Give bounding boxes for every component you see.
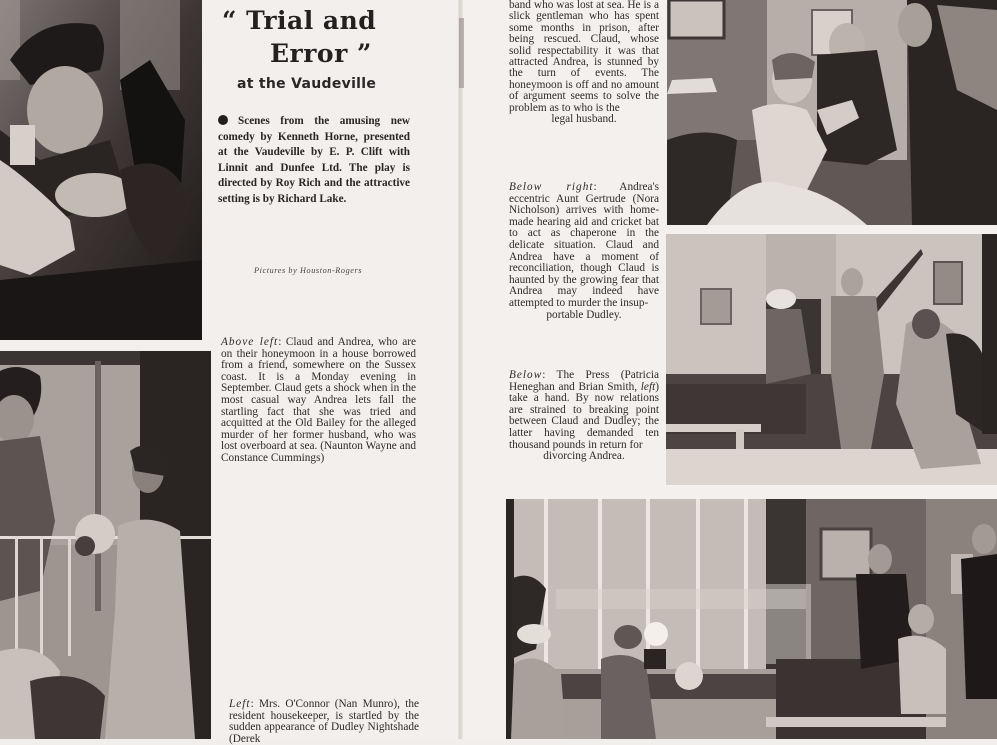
caption-last-line: legal husband. <box>551 113 617 126</box>
intro-text: Scenes from the amusing new comedy by Kenneth Horne, presented at the Vaudeville by E. P. Clift with Linnit and Dunfee Ltd. The play is directed by Roy Rich and the attractive setting is by Richard Lake. <box>218 115 410 205</box>
caption-last-line: divorcing Andrea. <box>543 450 625 463</box>
article-intro <box>218 114 410 208</box>
caption-lead: Above left <box>221 336 279 348</box>
caption-body: : The Press (Patricia Heneghan and Brian Smith, <box>509 369 659 393</box>
photo-press-scene <box>506 499 997 739</box>
photo-credit: Pictures by Houston-Rogers <box>254 266 363 275</box>
caption-italic: left <box>640 380 656 393</box>
caption-body: : Andrea's eccentric Aunt Gertrude (Nora Nicholson) arrives with home-made hearing aid and cricket bat to act as chaperone in the delicate situation. Claud and Andrea have a moment of reconciliation, though Claud is haunted by the growing fear that Andrea may indeed have attempted to murder the insup- <box>509 181 659 309</box>
caption-continued <box>509 0 659 125</box>
photo-aunt-gertrude <box>666 234 997 485</box>
caption-below-right <box>509 182 659 321</box>
caption-lead: Below <box>509 369 543 381</box>
photo-andrea-gesturing <box>667 0 997 225</box>
article-subtitle: at the Vaudeville <box>237 76 377 92</box>
photo-housekeeper-flowers <box>0 351 211 739</box>
caption-body-continued: ) take a hand. By now relations are strained to breaking point between Claud and Dudley; the latter having demanded ten thousand pounds in return for <box>509 380 659 451</box>
caption-above-left <box>221 337 416 465</box>
binding-mark <box>459 18 464 88</box>
caption-body: : Claud and Andrea, who are on their honeymoon in a house borrowed from a friend, somewhere on the Sussex coast. It is a Monday evening in September. Claud gets a shock when in the most casual way Andrea lets fall the startling fact that she was tried and acquitted at the Old Bailey for the alleged murder of her former husband, who was lost overboard at sea. (Naunton Wayne and Constance Cummings) <box>221 336 417 464</box>
caption-body: band who was lost at sea. He is a slick gentleman who has spent some months in prison, after being rescued. Claud, whose solid respectability it was that attracted Andrea, is stunned by the turn of events. The honeymoon is off and no amount of argument seems to solve the problem as to who is the <box>509 0 659 114</box>
caption-body: : Mrs. O'Connor (Nan Munro), the resident housekeeper, is startled by the sudden appearance of Dudley Nightshade (Derek <box>229 698 419 745</box>
article-title <box>220 4 390 70</box>
caption-below <box>509 370 659 463</box>
caption-lead: Left <box>229 698 251 710</box>
page-gutter <box>458 0 463 739</box>
photo-couple-embrace <box>0 0 202 340</box>
caption-left <box>229 699 419 745</box>
title-line-2: Error ” <box>270 39 372 68</box>
caption-lead: Below right <box>509 181 594 193</box>
bullet-icon <box>218 115 228 125</box>
caption-last-line: portable Dudley. <box>546 308 622 321</box>
title-line-1: “ Trial and <box>222 6 377 35</box>
